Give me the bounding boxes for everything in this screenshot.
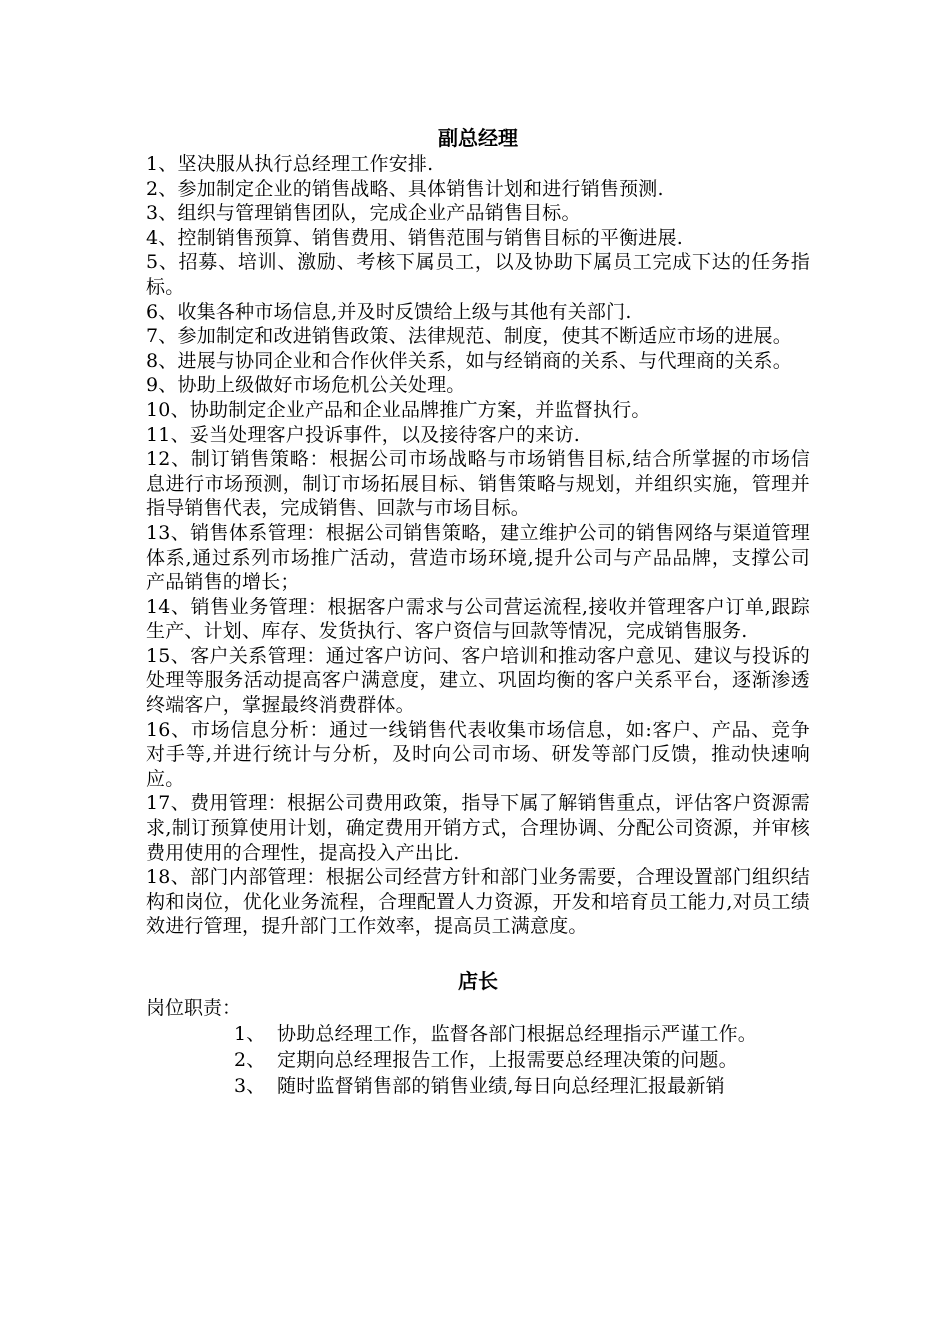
vice-gm-duty-list <box>146 152 810 939</box>
duty-item: 8、进展与协同企业和合作伙伴关系，如与经销商的关系、与代理商的关系。 <box>146 349 792 372</box>
list-item-number: 3、 <box>234 1075 266 1097</box>
duty-item: 6、收集各种市场信息,并及时反馈给上级与其他有关部门. <box>146 300 632 323</box>
list-item-text: 协助总经理工作，监督各部门根据总经理指示严谨工作。 <box>277 1023 758 1045</box>
list-item-number: 2、 <box>234 1049 266 1071</box>
list-item <box>146 1021 810 1047</box>
duties-label: 岗位职责： <box>146 997 242 1019</box>
duty-item: 14、销售业务管理：根据客户需求与公司营运流程,接收并管理客户订单,跟踪生产、计划、库存、发货执行、客户资信与回款等情况，完成销售服务. <box>146 595 810 643</box>
duty-item: 17、费用管理：根据公司费用政策，指导下属了解销售重点，评估客户资源需求,制订预算使用计划，确定费用开销方式，合理协调、分配公司资源，并审核费用使用的合理性，提高投入产出比. <box>146 792 810 864</box>
duty-item: 9、协助上级做好市场危机公关处理。 <box>146 374 466 397</box>
duty-item: 2、参加制定企业的销售战略、具体销售计划和进行销售预测. <box>146 177 664 200</box>
duty-item: 16、市场信息分析：通过一线销售代表收集市场信息，如:客户、产品、竞争对手等,并进行统计与分析，及时向公司市场、研发等部门反馈，推动快速响应。 <box>146 718 810 790</box>
duty-item: 7、参加制定和改进销售政策、法律规范、制度，使其不断适应市场的进展。 <box>146 325 792 348</box>
list-item <box>146 1073 810 1099</box>
document-page <box>146 124 810 1099</box>
duty-item: 11、妥当处理客户投诉事件，以及接待客户的来访. <box>146 423 581 446</box>
duty-item: 12、制订销售策略：根据公司市场战略与市场销售目标,结合所掌握的市场信息进行市场预测，制订市场拓展目标、销售策略与规划，并组织实施，管理并指导销售代表，完成销售、回款与市场目标。 <box>146 448 810 520</box>
list-item <box>146 1047 810 1073</box>
duty-item: 18、部门内部管理：根据公司经营方针和部门业务需要，合理设置部门组织结构和岗位，优化业务流程，合理配置人力资源，开发和培育员工能力,对员工绩效进行管理，提升部门工作效率，提高员工满意度。 <box>146 866 810 938</box>
duty-item: 10、协助制定企业产品和企业品牌推广方案，并监督执行。 <box>146 398 651 421</box>
duty-item: 1、坚决服从执行总经理工作安排. <box>146 153 434 175</box>
duty-item: 5、招募、培训、激励、考核下属员工，以及协助下属员工完成下达的任务指标。 <box>146 251 810 298</box>
store-manager-duty-list <box>146 1021 810 1099</box>
duty-item: 15、客户关系管理：通过客户访问、客户培训和推动客户意见、建议与投诉的处理等服务活动提高客户满意度，建立、巩固均衡的客户关系平台，逐渐渗透终端客户，掌握最终消费群体。 <box>146 644 810 717</box>
section-title-vice-gm: 副总经理 <box>438 126 518 150</box>
section-title-store-manager: 店长 <box>458 969 498 993</box>
list-item-number: 1、 <box>234 1023 266 1045</box>
duty-item: 13、销售体系管理：根据公司销售策略，建立维护公司的销售网络与渠道管理体系,通过系列市场推广活动，营造市场环境,提升公司与产品品牌，支撑公司产品销售的增长； <box>146 521 810 594</box>
duty-item: 3、组织与管理销售团队，完成企业产品销售目标。 <box>146 202 581 225</box>
list-item-text: 随时监督销售部的销售业绩,每日向总经理汇报最新销 <box>277 1075 725 1097</box>
list-item-text: 定期向总经理报告工作，上报需要总经理决策的问题。 <box>277 1049 738 1071</box>
duty-item: 4、控制销售预算、销售费用、销售范围与销售目标的平衡进展. <box>146 226 683 249</box>
